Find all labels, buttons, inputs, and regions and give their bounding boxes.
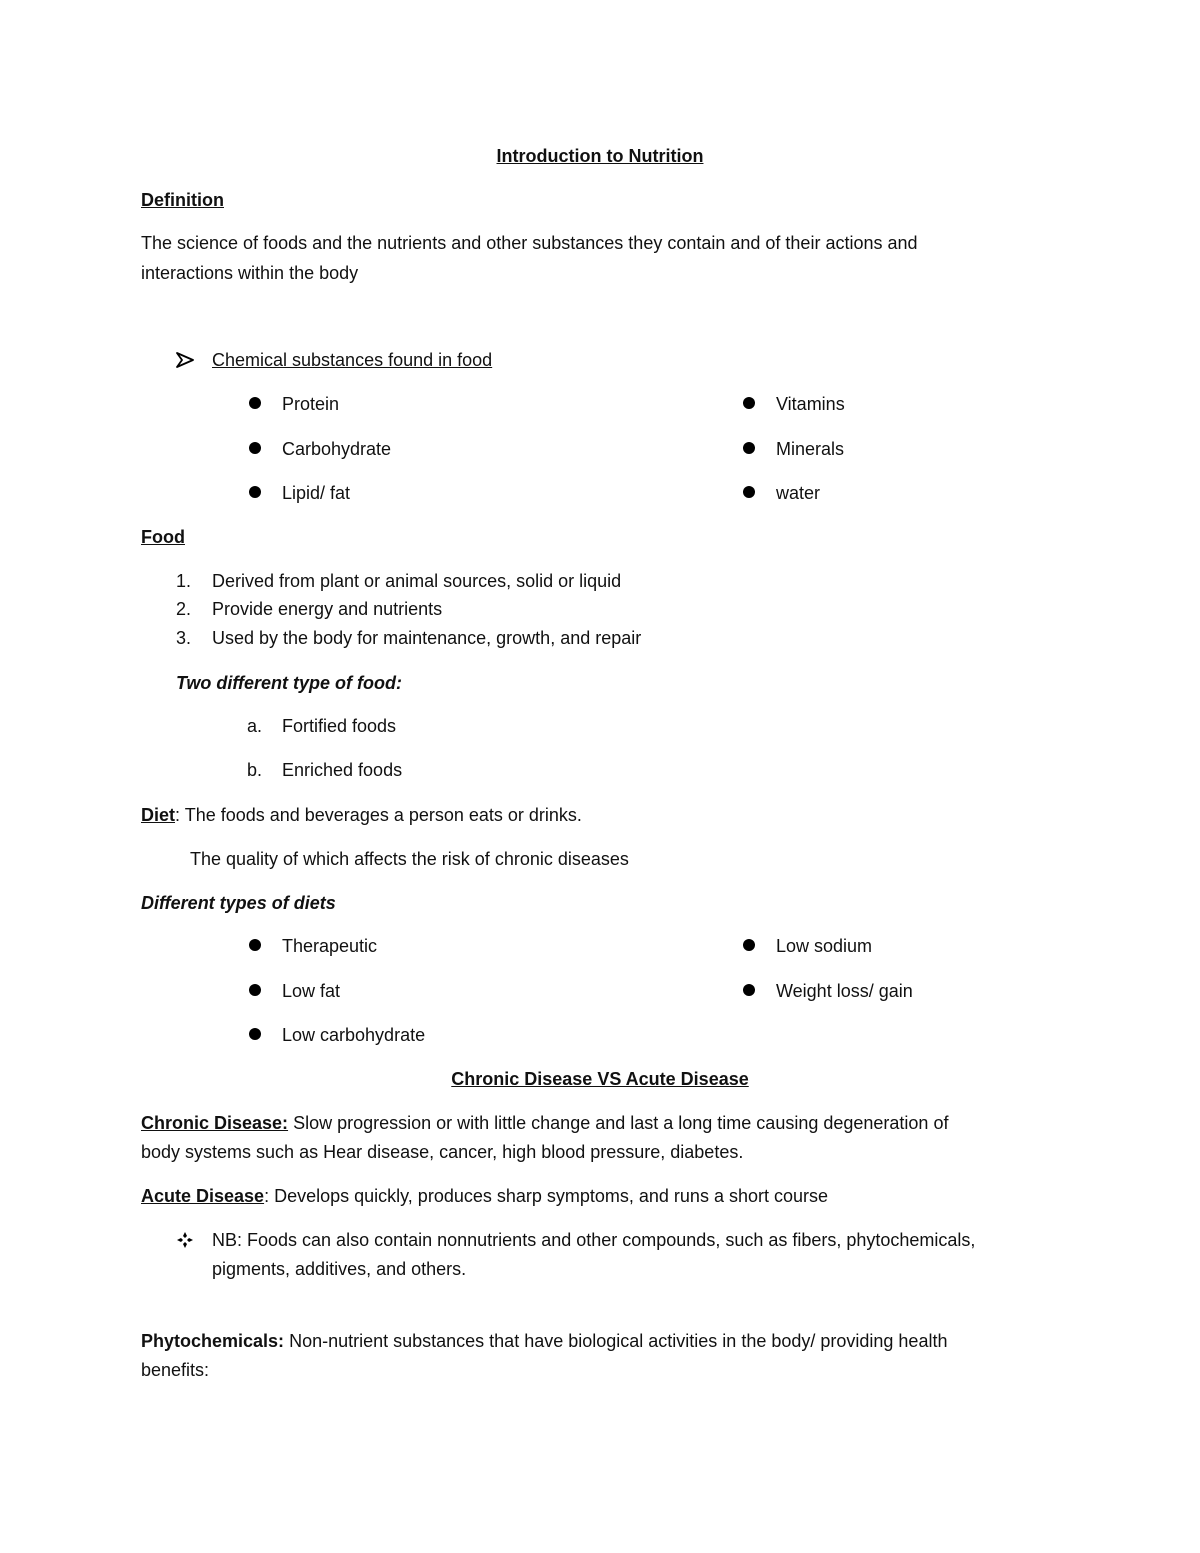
bullet-dot-icon bbox=[743, 939, 755, 951]
list-number: 2. bbox=[176, 599, 192, 619]
bullet-dot-icon bbox=[743, 486, 755, 498]
note-line-2: pigments, additives, and others. bbox=[212, 1259, 467, 1279]
food-heading: Food bbox=[141, 527, 185, 547]
chronic-disease-label: Chronic Disease: bbox=[141, 1113, 289, 1133]
bullet-dot-icon bbox=[743, 397, 755, 409]
list-item: Therapeutic bbox=[282, 936, 378, 956]
page-title: Introduction to Nutrition bbox=[496, 146, 704, 166]
list-item: water bbox=[776, 483, 821, 503]
list-item: Minerals bbox=[776, 439, 845, 459]
diet-quality: The quality of which affects the risk of chronic diseases bbox=[190, 849, 629, 869]
diet-label: Diet bbox=[141, 805, 176, 825]
chronic-disease-line-1 bbox=[141, 1112, 948, 1134]
bullet-dot-icon bbox=[249, 486, 261, 498]
diamond-bullet-icon bbox=[176, 1231, 194, 1249]
note-line-1: NB: Foods can also contain nonnutrients and other compounds, such as fibers, phytochemicals, bbox=[212, 1230, 976, 1250]
definition-text-line-1: The science of foods and the nutrients and other substances they contain and of their actions and bbox=[141, 233, 918, 253]
list-letter: b. bbox=[247, 760, 263, 780]
arrowhead-bullet-icon bbox=[176, 351, 194, 369]
list-item: Low sodium bbox=[776, 936, 873, 956]
phytochemicals-line-2: benefits: bbox=[141, 1360, 210, 1380]
list-item: Vitamins bbox=[776, 394, 845, 414]
list-item: Protein bbox=[282, 394, 340, 414]
chronic-disease-line-2: body systems such as Hear disease, cancer, high blood pressure, diabetes. bbox=[141, 1142, 744, 1162]
chemical-substances-heading: Chemical substances found in food bbox=[212, 350, 493, 370]
list-letter: a. bbox=[247, 716, 263, 736]
bullet-dot-icon bbox=[743, 984, 755, 996]
list-item: Low carbohydrate bbox=[282, 1025, 426, 1045]
list-item: Provide energy and nutrients bbox=[212, 599, 443, 619]
phytochemicals-label: Phytochemicals: bbox=[141, 1331, 285, 1351]
bullet-dot-icon bbox=[249, 984, 261, 996]
disease-heading: Chronic Disease VS Acute Disease bbox=[451, 1069, 749, 1089]
food-types-heading: Two different type of food: bbox=[176, 673, 402, 693]
list-item: Weight loss/ gain bbox=[776, 981, 913, 1001]
acute-disease-text: : Develops quickly, produces sharp symptoms, and runs a short course bbox=[264, 1186, 829, 1206]
diet-text: : The foods and beverages a person eats or drinks. bbox=[175, 805, 582, 825]
list-item: Carbohydrate bbox=[282, 439, 392, 459]
bullet-dot-icon bbox=[249, 1028, 261, 1040]
list-item: Lipid/ fat bbox=[282, 483, 351, 503]
bullet-dot-icon bbox=[249, 442, 261, 454]
diet-types-heading: Different types of diets bbox=[141, 893, 336, 913]
definition-text-line-2: interactions within the body bbox=[141, 263, 359, 283]
bullet-dot-icon bbox=[743, 442, 755, 454]
chronic-disease-text: Slow progression or with little change and last a long time causing degeneration of bbox=[288, 1113, 949, 1133]
list-number: 3. bbox=[176, 628, 192, 648]
acute-disease-definition bbox=[141, 1185, 828, 1207]
list-item: Low fat bbox=[282, 981, 341, 1001]
definition-heading: Definition bbox=[141, 190, 224, 210]
phytochemicals-line-1 bbox=[141, 1330, 947, 1352]
list-item: Enriched foods bbox=[282, 760, 403, 780]
phytochemicals-text: Non-nutrient substances that have biological activities in the body/ providing health bbox=[284, 1331, 948, 1351]
bullet-dot-icon bbox=[249, 397, 261, 409]
list-item: Fortified foods bbox=[282, 716, 397, 736]
bullet-dot-icon bbox=[249, 939, 261, 951]
acute-disease-label: Acute Disease bbox=[141, 1186, 265, 1206]
list-item: Derived from plant or animal sources, solid or liquid bbox=[212, 571, 622, 591]
list-number: 1. bbox=[176, 571, 192, 591]
diet-definition bbox=[141, 804, 582, 826]
list-item: Used by the body for maintenance, growth, and repair bbox=[212, 628, 642, 648]
